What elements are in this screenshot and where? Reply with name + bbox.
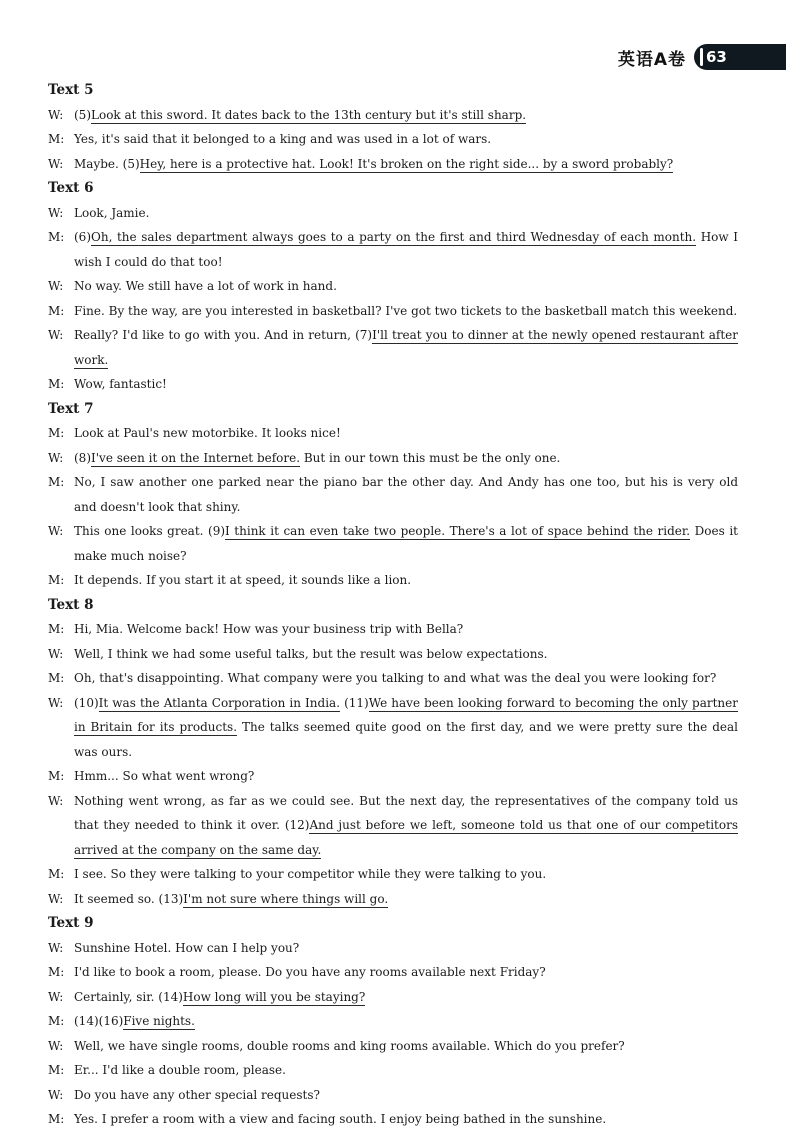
text-segment: Well, we have single rooms, double rooms and king rooms available. Which do you prefer?	[74, 1038, 625, 1053]
dialogue-line	[48, 764, 738, 789]
dialogue-line	[48, 960, 738, 985]
speaker-label: W:	[48, 107, 64, 122]
text-segment: It seemed so. (13)	[74, 891, 184, 906]
text-segment: Yes. I prefer a room with a view and facing south. I enjoy being bathed in the sunshine.	[74, 1112, 607, 1126]
text-segment: It depends. If you start it at speed, it sounds like a lion.	[74, 573, 412, 587]
text-segment: (6)	[74, 230, 91, 244]
speaker-label: W:	[48, 1087, 64, 1102]
dialogue-line	[48, 936, 738, 961]
speaker-label: M:	[48, 132, 65, 146]
speech-text	[74, 568, 738, 593]
underlined-answer: It was the Atlanta Corporation in India.	[98, 695, 341, 710]
text-segment: Sunshine Hotel. How can I help you?	[74, 940, 300, 955]
dialogue-line	[48, 421, 738, 446]
speaker-label: W:	[48, 524, 64, 538]
speech-text	[74, 103, 738, 128]
text-segment: (5)	[74, 107, 91, 122]
text-segment: (10)	[74, 695, 99, 710]
dialogue-line	[48, 127, 738, 152]
text-segment: Look, Jamie.	[74, 205, 150, 220]
speaker-label: W:	[48, 156, 64, 171]
text-segment: Do you have any other special requests?	[74, 1087, 320, 1102]
speech-text	[74, 421, 738, 446]
text-segment: (8)	[74, 450, 91, 465]
speech-text	[74, 617, 738, 642]
speech-text	[74, 985, 738, 1010]
dialogue-line	[48, 985, 738, 1010]
speech-text	[74, 299, 738, 324]
dialogue-line	[48, 887, 738, 912]
speaker-label: W:	[48, 205, 64, 220]
text-segment: Wow, fantastic!	[74, 377, 167, 391]
speech-text	[74, 372, 738, 397]
dialogue-line	[48, 299, 738, 324]
speaker-label: M:	[48, 426, 65, 440]
page-header	[618, 44, 786, 70]
underlined-answer: I've seen it on the Internet before.	[91, 450, 301, 465]
underlined-answer: We have been looking forward to becoming the only partner in Britain for its products.	[74, 695, 738, 734]
speaker-label: W:	[48, 328, 64, 342]
page-number: 63	[706, 48, 727, 66]
dialogue-line	[48, 152, 738, 177]
speaker-label: W:	[48, 695, 64, 710]
speaker-label: W:	[48, 450, 64, 465]
speech-text	[74, 519, 738, 568]
speech-text	[74, 789, 738, 863]
underlined-answer: I'll treat you to dinner at the newly opened restaurant after work.	[74, 328, 739, 367]
section-heading: Text 8	[48, 596, 94, 613]
speech-text	[74, 470, 738, 519]
speech-text	[74, 152, 738, 177]
speaker-label: M:	[48, 867, 65, 881]
speaker-label: M:	[48, 622, 65, 636]
text-segment: Nothing went wrong, as far as we could see. But the next day, the representatives of the company told us that they needed to think it over. (12)	[74, 793, 738, 832]
text-segment: No, I saw another one parked near the piano bar the other day. And Andy has one too, but his is very old and doesn't look that shiny.	[74, 475, 738, 514]
speaker-label: W:	[48, 279, 64, 293]
text-segment: But in our town this must be the only one.	[300, 450, 561, 465]
dialogue-line	[48, 862, 738, 887]
speaker-label: M:	[48, 230, 65, 244]
text-segment: I'd like to book a room, please. Do you have any rooms available next Friday?	[74, 965, 546, 979]
text-segment: This one looks great. (9)	[74, 524, 226, 538]
speech-text	[74, 862, 738, 887]
speech-text	[74, 127, 738, 152]
text-segment: Well, I think we had some useful talks, but the result was below expectations.	[74, 646, 548, 661]
page-number-tab	[694, 44, 786, 70]
underlined-answer: Look at this sword. It dates back to the 13th century but it's still sharp.	[91, 107, 527, 122]
underlined-answer: I think it can even take two people. There's a lot of space behind the rider.	[225, 524, 691, 538]
speaker-label: M:	[48, 671, 65, 685]
dialogue-line	[48, 519, 738, 568]
text-segment: (11)	[340, 695, 369, 710]
text-segment: Er... I'd like a double room, please.	[74, 1063, 286, 1077]
dialogue-line	[48, 789, 738, 863]
speaker-label: M:	[48, 475, 65, 489]
dialogue-line	[48, 568, 738, 593]
speech-text	[74, 666, 738, 691]
speaker-label: M:	[48, 573, 65, 587]
speaker-label: M:	[48, 377, 65, 391]
dialogue-line	[48, 642, 738, 667]
speaker-label: M:	[48, 769, 65, 783]
text-segment: Hi, Mia. Welcome back! How was your business trip with Bella?	[74, 622, 464, 636]
dialogue-line	[48, 225, 738, 274]
speaker-label: M:	[48, 1063, 65, 1077]
text-segment: Hmm... So what went wrong?	[74, 769, 255, 783]
speech-text	[74, 1083, 738, 1108]
dialogue-line	[48, 323, 738, 372]
speech-text	[74, 887, 738, 912]
text-segment: I see. So they were talking to your competitor while they were talking to you.	[74, 867, 547, 881]
text-segment: Maybe. (5)	[74, 156, 140, 171]
text-segment: Yes, it's said that it belonged to a king and was used in a lot of wars.	[74, 132, 492, 146]
text-segment: Certainly, sir. (14)	[74, 989, 183, 1004]
dialogue-line	[48, 274, 738, 299]
text-segment: Look at Paul's new motorbike. It looks nice!	[74, 426, 341, 440]
underlined-answer: Five nights.	[123, 1014, 195, 1028]
dialogue-line	[48, 691, 738, 765]
dialogue-line	[48, 372, 738, 397]
dialogue-line	[48, 617, 738, 642]
speech-text	[74, 960, 738, 985]
text-segment: (14)(16)	[74, 1014, 124, 1028]
underlined-answer: How long will you be staying?	[182, 989, 366, 1004]
dialogue-line	[48, 201, 738, 226]
speech-text	[74, 225, 738, 274]
speech-text	[74, 936, 738, 961]
speaker-label: W:	[48, 940, 64, 955]
underlined-answer: And just before we left, someone told us that one of our competitors arrived at the company on the same day.	[74, 818, 738, 857]
speaker-label: W:	[48, 1038, 64, 1053]
text-segment: No way. We still have a lot of work in hand.	[74, 279, 337, 293]
section-heading: Text 5	[48, 82, 94, 98]
text-segment: Really? I'd like to go with you. And in return, (7)	[74, 328, 373, 342]
speech-text	[74, 446, 738, 471]
section-heading: Text 7	[48, 400, 94, 417]
dialogue-line	[48, 1009, 738, 1034]
speaker-label: M:	[48, 303, 65, 318]
dialogue-line	[48, 1058, 738, 1083]
dialogue-line	[48, 103, 738, 128]
speech-text	[74, 274, 738, 299]
speaker-label: W:	[48, 646, 64, 661]
underlined-answer: Oh, the sales department always goes to a party on the first and third Wednesday of each month.	[91, 230, 697, 244]
dialogue-line	[48, 1107, 738, 1132]
text-segment: Does it make much noise?	[74, 524, 738, 563]
speech-text	[74, 764, 738, 789]
dialogue-line	[48, 1083, 738, 1108]
text-segment: How I wish I could do that too!	[74, 230, 738, 269]
speech-text	[74, 323, 738, 372]
dialogue-line	[48, 666, 738, 691]
speech-text	[74, 1058, 738, 1083]
speech-text	[74, 1034, 738, 1059]
speech-text	[74, 691, 738, 765]
dialogue-line	[48, 446, 738, 471]
speaker-label: M:	[48, 1112, 65, 1126]
dialogue-line	[48, 470, 738, 519]
section-heading: Text 6	[48, 180, 94, 196]
speech-text	[74, 1009, 738, 1034]
speaker-label: M:	[48, 1014, 65, 1028]
underlined-answer: I'm not sure where things will go.	[183, 891, 389, 906]
speaker-label: W:	[48, 891, 64, 906]
text-segment: Fine. By the way, are you interested in basketball? I've got two tickets to the basketball match this weekend.	[74, 303, 738, 318]
text-segment: Oh, that's disappointing. What company were you talking to and what was the deal you were looking for?	[74, 671, 717, 685]
text-segment: The talks seemed quite good on the first day, and we were pretty sure the deal was ours.	[74, 720, 738, 759]
speaker-label: W:	[48, 793, 64, 808]
speaker-label: W:	[48, 989, 64, 1004]
section-heading: Text 9	[48, 915, 94, 931]
underlined-answer: Hey, here is a protective hat. Look! It's broken on the right side... by a sword probably?	[139, 156, 674, 171]
transcript-content	[48, 78, 738, 1132]
speech-text	[74, 1107, 738, 1132]
speaker-label: M:	[48, 965, 65, 979]
speech-text	[74, 201, 738, 226]
header-title: 英语A卷	[617, 49, 686, 70]
speech-text	[74, 642, 738, 667]
dialogue-line	[48, 1034, 738, 1059]
